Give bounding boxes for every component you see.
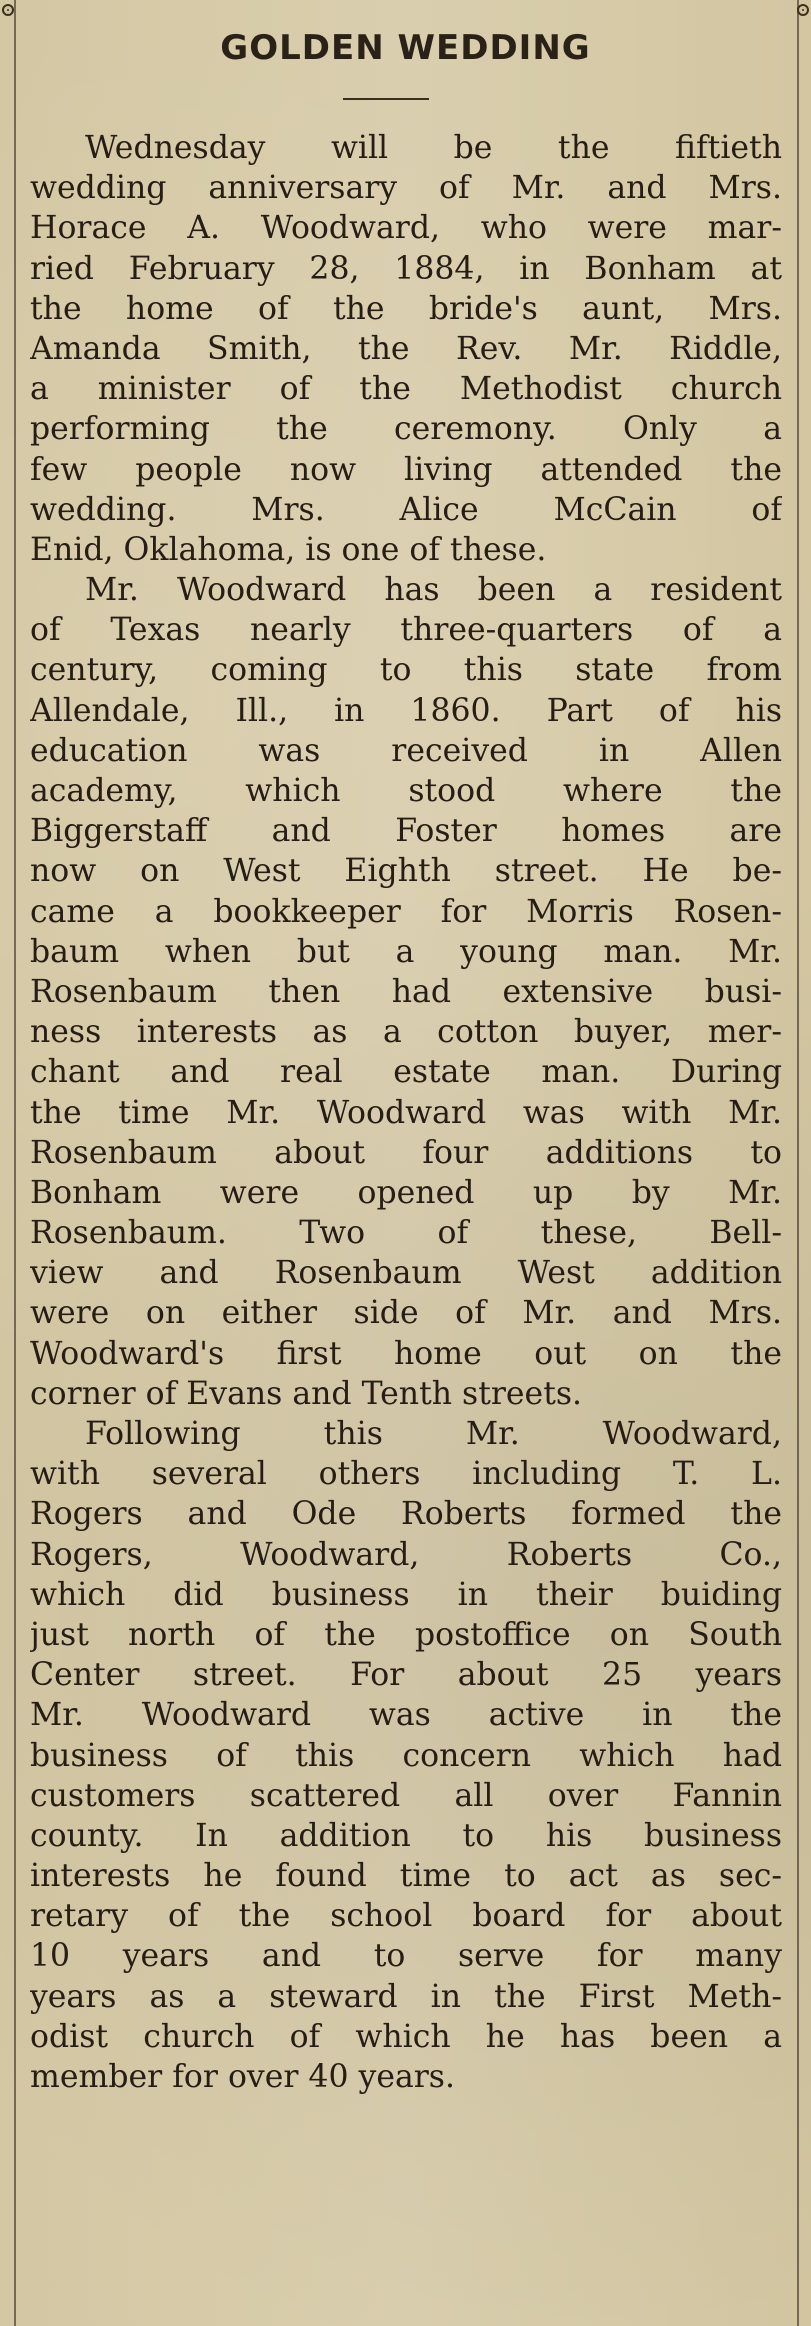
- article-line: Horace A. Woodward, who were mar-: [30, 210, 782, 247]
- article-line: Rosenbaum. Two of these, Bell-: [30, 1215, 782, 1252]
- article-line: just north of the postoffice on South: [30, 1616, 782, 1653]
- article-line: a minister of the Methodist church: [30, 371, 782, 408]
- article-line: Biggerstaff and Foster homes are: [30, 813, 782, 850]
- article-line: wedding anniversary of Mr. and Mrs.: [30, 170, 782, 207]
- article-line: Rogers and Ode Roberts formed the: [30, 1496, 782, 1533]
- article-line: ried February 28, 1884, in Bonham at: [30, 250, 782, 287]
- article-line: Rosenbaum about four additions to: [30, 1134, 782, 1171]
- article-line: were on either side of Mr. and Mrs.: [30, 1295, 782, 1332]
- article-line: the time Mr. Woodward was with Mr.: [30, 1094, 782, 1131]
- article-line: academy, which stood where the: [30, 773, 782, 809]
- article-line: Following this Mr. Woodward,: [85, 1416, 782, 1452]
- article-line: education was received in Allen: [30, 732, 782, 769]
- right-column-rule: [797, 0, 799, 2326]
- headline: GOLDEN WEDDING: [220, 28, 591, 68]
- article-line: wedding. Mrs. Alice McCain of: [30, 491, 782, 528]
- article-line: came a bookkeeper for Morris Rosen-: [30, 893, 782, 930]
- article-line: with several others including T. L.: [30, 1456, 782, 1493]
- corner-rivet-left: [2, 4, 14, 16]
- article-line: corner of Evans and Tenth streets.: [30, 1375, 583, 1412]
- article-line: years as a steward in the First Meth-: [30, 1978, 782, 2015]
- article-line: of Texas nearly three-quarters of a: [30, 612, 782, 649]
- article-line: ness interests as a cotton buyer, mer-: [30, 1014, 782, 1051]
- article-line: Mr. Woodward has been a resident: [85, 572, 782, 609]
- article-line: Rosenbaum then had extensive busi-: [30, 973, 782, 1010]
- article-line: the home of the bride's aunt, Mrs.: [30, 290, 782, 327]
- article-line: now on West Eighth street. He be-: [30, 853, 782, 890]
- article-line: chant and real estate man. During: [30, 1054, 782, 1091]
- article-line: performing the ceremony. Only a: [30, 411, 782, 448]
- headline-divider: [343, 98, 429, 100]
- corner-rivet-right: [797, 4, 809, 16]
- article-line: few people now living attended the: [30, 451, 782, 488]
- article-line: county. In addition to his business: [30, 1817, 782, 1854]
- article-line: view and Rosenbaum West addition: [30, 1255, 782, 1292]
- article-line: Center street. For about 25 years: [30, 1657, 782, 1694]
- article-line: 10 years and to serve for many: [30, 1938, 782, 1975]
- article-line: Allendale, Ill., in 1860. Part of his: [30, 692, 782, 729]
- article-line: which did business in their buiding: [30, 1576, 782, 1613]
- article-body: [30, 128, 782, 2097]
- article-line: Rogers, Woodward, Roberts Co.,: [30, 1536, 782, 1573]
- article-line: Wednesday will be the fiftieth: [85, 130, 782, 166]
- article-line: interests he found time to act as sec-: [30, 1858, 782, 1895]
- article-line: Bonham were opened up by Mr.: [30, 1174, 782, 1211]
- article-line: Enid, Oklahoma, is one of these.: [30, 531, 547, 568]
- article-line: customers scattered all over Fannin: [30, 1777, 782, 1814]
- article-line: Woodward's first home out on the: [30, 1335, 782, 1372]
- article-line: odist church of which he has been a: [30, 2018, 782, 2055]
- article-line: retary of the school board for about: [30, 1898, 782, 1935]
- article-line: Mr. Woodward was active in the: [30, 1697, 782, 1734]
- article-line: member for over 40 years.: [30, 2059, 455, 2095]
- article-line: business of this concern which had: [30, 1737, 782, 1774]
- left-column-rule: [14, 0, 16, 2326]
- article-line: Amanda Smith, the Rev. Mr. Riddle,: [30, 330, 782, 367]
- article-line: baum when but a young man. Mr.: [30, 933, 782, 970]
- article-line: century, coming to this state from: [30, 652, 782, 689]
